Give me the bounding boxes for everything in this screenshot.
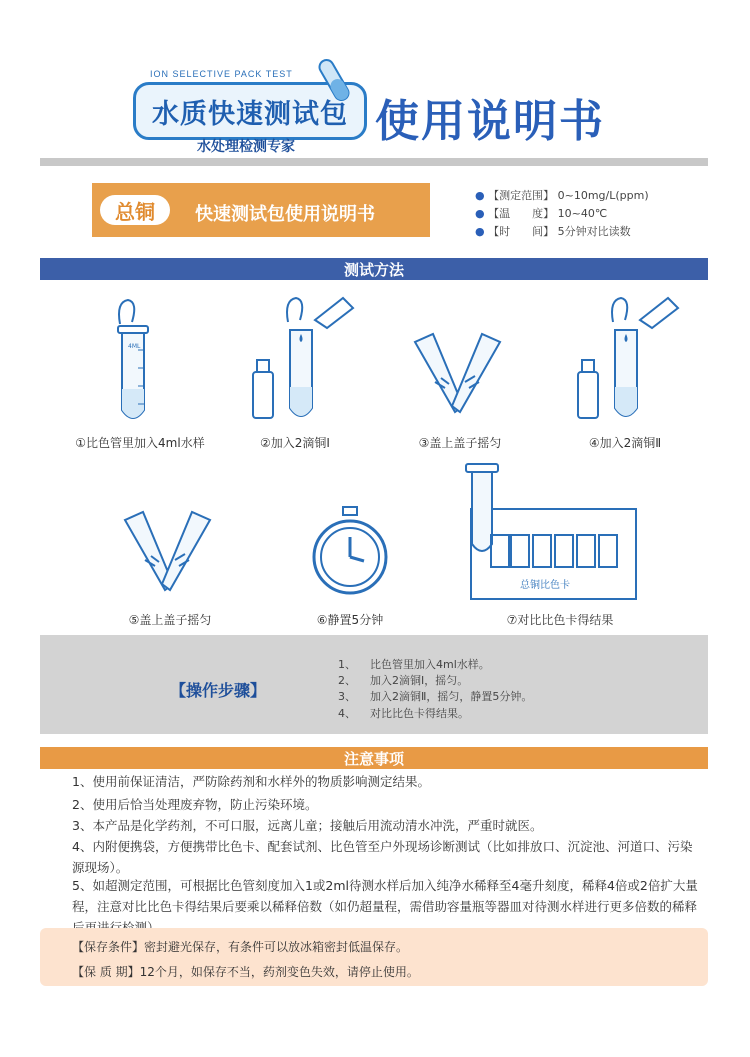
bullet-icon: ● xyxy=(475,207,485,220)
logo-tagline: ION SELECTIVE PACK TEST xyxy=(150,69,293,79)
tube-icon xyxy=(100,292,170,432)
spec-time xyxy=(475,223,631,239)
spec-value: 0~10mg/L(ppm) xyxy=(557,189,649,202)
color-swatch xyxy=(598,534,618,568)
note-item: 4、内附便携袋，方便携带比色卡、配套试剂、比色管至户外现场诊断测试（比如排放口、沉淀池、河道口、污染源现场）。 xyxy=(72,839,693,875)
note-item: 3、本产品是化学药剂，不可口服，远离儿童；接触后用流动清水冲洗，严重时就医。 xyxy=(72,818,543,833)
operation-step xyxy=(338,656,490,672)
spec-range xyxy=(475,187,649,203)
storage-condition: 【保存条件】密封避光保存，有条件可以放冰箱密封低温保存。 xyxy=(72,940,409,954)
step-number: 1、 xyxy=(338,658,356,671)
page-title: 使用说明书 xyxy=(375,96,605,147)
step-number: 4、 xyxy=(338,707,356,720)
tube-mark: 4ML xyxy=(128,343,141,350)
step-caption-7: ⑦对比比色卡得结果 xyxy=(506,613,614,627)
color-swatch xyxy=(532,534,552,568)
step-number: 2、 xyxy=(338,674,356,687)
step-text: 比色管里加入4ml水样。 xyxy=(370,658,490,671)
step-number: 3、 xyxy=(338,690,356,703)
spec-label: 【温 度】 xyxy=(488,207,555,220)
logo-title: 水质快速测试包 xyxy=(133,82,367,140)
color-swatch xyxy=(554,534,574,568)
divider xyxy=(40,158,708,166)
test-tube-logo-icon xyxy=(305,52,365,112)
method-title: 测试方法 xyxy=(40,258,708,280)
notes-title: 注意事项 xyxy=(40,747,708,769)
product-name: 总铜 xyxy=(100,195,170,225)
step-text: 加入2滴铜Ⅱ，摇匀，静置5分钟。 xyxy=(370,690,533,703)
spec-label: 【测定范围】 xyxy=(488,189,555,202)
operation-title: 【操作步骤】 xyxy=(170,681,267,700)
shelf-life: 【保 质 期】12个月，如保存不当，药剂变色失效，请停止使用。 xyxy=(72,965,419,979)
spec-value: 10~40℃ xyxy=(557,207,608,220)
operation-step xyxy=(338,705,469,721)
shake-tubes-icon xyxy=(115,500,220,600)
step-caption-6: ⑥静置5分钟 xyxy=(316,613,384,627)
step-text: 对比比色卡得结果。 xyxy=(370,707,469,720)
step-caption-5: ⑤盖上盖子摇匀 xyxy=(128,613,212,627)
bullet-icon: ● xyxy=(475,225,485,238)
operation-step xyxy=(338,672,468,688)
note-item: 5、如超测定范围，可根据比色管刻度加入1或2ml待测水样后加入纯净水稀释至4毫升刻度，稀释4倍或2倍扩大量程，注意对比比色卡得结果后要乘以稀释倍数（如仍超量程，需借助容量瓶等器皿对待测水样进行更多倍数的稀释 xyxy=(72,878,698,914)
stopwatch-icon xyxy=(310,505,390,600)
color-swatch xyxy=(510,534,530,568)
step-caption-3: ③盖上盖子摇匀 xyxy=(418,436,502,450)
step-text: 加入2滴铜Ⅰ，摇匀。 xyxy=(370,674,469,687)
step-caption-2: ②加入2滴铜Ⅰ xyxy=(260,436,330,450)
logo-subtitle: 水处理检测专家 xyxy=(197,139,295,155)
color-swatch xyxy=(490,534,510,568)
bullet-icon: ● xyxy=(475,189,485,202)
spec-value: 5分钟对比读数 xyxy=(557,225,631,238)
add-drops-icon xyxy=(245,290,365,430)
spec-temperature xyxy=(475,205,607,221)
product-subtitle: 快速测试包使用说明书 xyxy=(195,204,375,225)
step-caption-1: ①比色管里加入4ml水样 xyxy=(75,436,205,450)
spec-label: 【时 间】 xyxy=(488,225,555,238)
operation-step xyxy=(338,688,532,704)
card-label: 总铜比色卡 xyxy=(520,580,570,591)
color-swatch xyxy=(576,534,596,568)
shake-tubes-icon xyxy=(405,322,510,422)
step-caption-4: ④加入2滴铜Ⅱ xyxy=(588,436,662,450)
note-item: 1、使用前保证清洁，严防除药剂和水样外的物质影响测定结果。 xyxy=(72,774,430,789)
add-drops-icon xyxy=(570,290,690,430)
note-item: 2、使用后恰当处理废弃物，防止污染环境。 xyxy=(72,797,318,812)
